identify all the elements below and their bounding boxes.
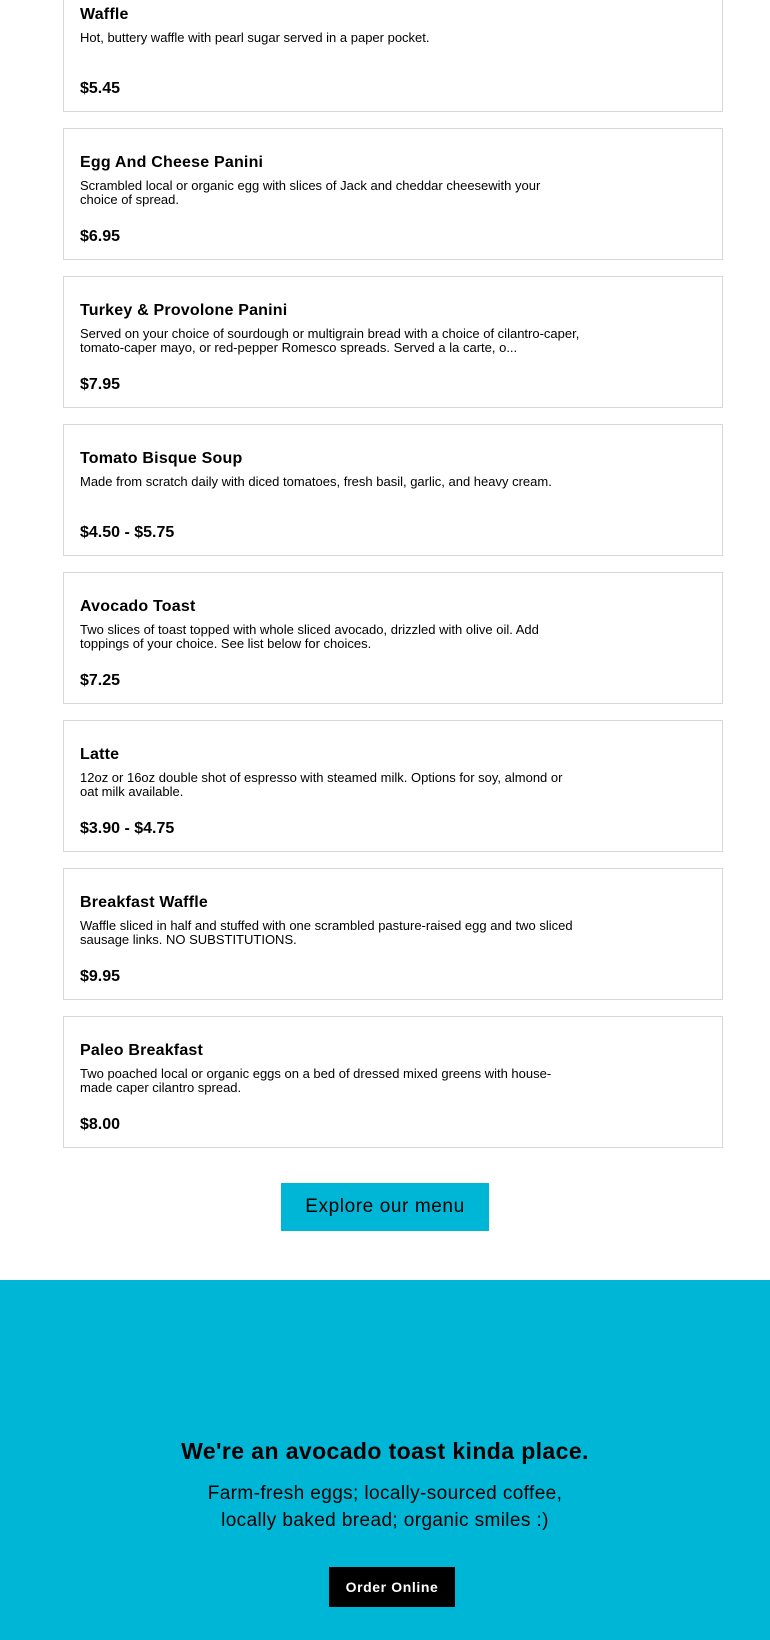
explore-menu-button[interactable]: Explore our menu <box>281 1183 489 1231</box>
promo-banner <box>0 1280 770 1640</box>
promo-subtitle: Farm-fresh eggs; locally-sourced coffee, locally baked bread; organic smiles :) <box>207 1483 563 1531</box>
menu-item-description: 12oz or 16oz double shot of espresso with steamed milk. Options for soy, almond or oat milk available. <box>80 771 563 799</box>
menu-item-card-paleo-breakfast[interactable] <box>63 1016 723 1148</box>
menu-item-description: Two poached local or organic eggs on a bed of dressed mixed greens with house-made caper cilantro spread. <box>80 1067 552 1095</box>
menu-item-name: Paleo Breakfast <box>80 1042 204 1059</box>
menu-item-description: Made from scratch daily with diced tomatoes, fresh basil, garlic, and heavy cream. <box>80 475 552 489</box>
menu-item-name: Breakfast Waffle <box>80 894 208 911</box>
menu-item-name: Latte <box>80 746 120 763</box>
menu-item-price: $4.50 - $5.75 <box>80 524 175 541</box>
menu-item-price: $7.25 <box>80 672 121 689</box>
menu-item-price: $6.95 <box>80 228 121 245</box>
menu-item-card-egg-and-cheese-panini[interactable] <box>63 128 723 260</box>
menu-item-price: $8.00 <box>80 1116 121 1133</box>
menu-item-card-avocado-toast[interactable] <box>63 572 723 704</box>
menu-item-card-turkey-provolone-panini[interactable] <box>63 276 723 408</box>
menu-item-price: $3.90 - $4.75 <box>80 820 175 837</box>
menu-item-name: Tomato Bisque Soup <box>80 450 243 467</box>
menu-item-card-waffle[interactable] <box>63 0 723 112</box>
order-online-button[interactable]: Order Online <box>329 1567 455 1607</box>
menu-item-price: $9.95 <box>80 968 121 985</box>
menu-item-description: Two slices of toast topped with whole sliced avocado, drizzled with olive oil. Add toppings of your choice. See list below for choices. <box>80 623 539 651</box>
menu-item-card-latte[interactable] <box>63 720 723 852</box>
menu-item-card-breakfast-waffle[interactable] <box>63 868 723 1000</box>
menu-item-name: Avocado Toast <box>80 598 196 615</box>
menu-item-name: Turkey & Provolone Panini <box>80 302 288 319</box>
explore-menu-section <box>0 1183 770 1231</box>
menu-item-description: Waffle sliced in half and stuffed with one scrambled pasture-raised egg and two sliced sausage links. NO SUBSTITUTIONS. <box>80 919 573 947</box>
menu-item-name: Waffle <box>80 6 129 23</box>
menu-item-list <box>63 0 723 1164</box>
menu-item-price: $7.95 <box>80 376 121 393</box>
menu-item-description: Served on your choice of sourdough or multigrain bread with a choice of cilantro-caper, tomato-caper mayo, or red-pepper Romesco spreads. Served a la carte, o... <box>80 327 580 355</box>
menu-item-price: $5.45 <box>80 80 121 97</box>
menu-item-card-tomato-bisque-soup[interactable] <box>63 424 723 556</box>
menu-item-name: Egg And Cheese Panini <box>80 154 264 171</box>
promo-title: We're an avocado toast kinda place. <box>181 1438 589 1464</box>
menu-item-description: Scrambled local or organic egg with slices of Jack and cheddar cheesewith your choice of spread. <box>80 179 541 207</box>
menu-item-description: Hot, buttery waffle with pearl sugar served in a paper pocket. <box>80 31 430 45</box>
